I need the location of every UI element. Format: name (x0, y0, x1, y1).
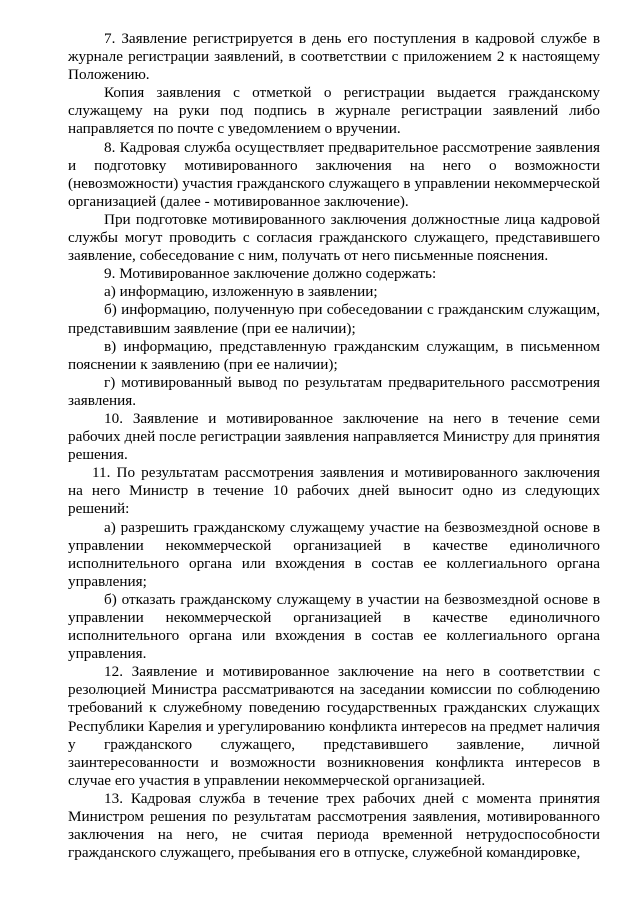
list-item-11b: б) отказать гражданскому служащему в участии на безвозмездной основе в управлении некоммерческой организацией в качестве единоличного исполнительного органа или вхождения в состав ее коллегиального органа управления. (68, 590, 600, 663)
paragraph-copy-registration: Копия заявления с отметкой о регистрации выдается гражданскому служащему на руки под подпись в журнале регистрации заявлений либо направляется по почте с уведомлением о вручении. (68, 84, 600, 138)
paragraph-9: 9. Мотивированное заключение должно содержать: (104, 265, 437, 283)
list-item-11a: а) разрешить гражданскому служащему участие на безвозмездной основе в управлении некоммерческой организацией в качестве единоличного исполнительного органа или вхождения в состав ее коллегиального органа управления; (68, 518, 600, 590)
list-item-9a: а) информацию, изложенную в заявлении; (104, 283, 378, 301)
paragraph-8: 8. Кадровая служба осуществляет предварительное рассмотрение заявления и подготовку мотивированного заключения на него о возможности (невозможности) участия гражданского служащего в управлении некоммерческой организацией (далее - мотивированное заключение). (68, 138, 600, 210)
paragraph-preparation: При подготовке мотивированного заключения должностные лица кадровой службы могут проводить с согласия гражданского служащего, представившего заявление, собеседование с ним, получать от него письменные пояснения. (68, 210, 600, 265)
paragraph-10: 10. Заявление и мотивированное заключение на него в течение семи рабочих дней после регистрации заявления направляется Министру для принятия решения. (68, 409, 600, 464)
paragraph-11: 11. По результатам рассмотрения заявления и мотивированного заключения на него Министр в течение 10 рабочих дней выносит одно из следующих решений: (68, 464, 600, 518)
list-item-9b: б) информацию, полученную при собеседовании с гражданским служащим, представившим заявление (при ее наличии); (68, 301, 600, 337)
list-item-9g: г) мотивированный вывод по результатам предварительного рассмотрения заявления. (68, 373, 600, 409)
list-item-9v: в) информацию, представленную гражданским служащим, в письменном пояснении к заявлению (при ее наличии); (68, 337, 600, 373)
document-page (68, 30, 600, 862)
paragraph-13: 13. Кадровая служба в течение трех рабочих дней с момента принятия Министром решения по результатам рассмотрения заявления, мотивированного заключения на него, не считая периода временной нетрудоспособности гражданского служащего, пребывания его в отпуске, служебной командировке, (68, 789, 600, 862)
paragraph-7: 7. Заявление регистрируется в день его поступления в кадровой службе в журнале регистрации заявлений, в соответствии с приложением 2 к настоящему Положению. (68, 30, 600, 84)
paragraph-12: 12. Заявление и мотивированное заключение на него в соответствии с резолюцией Министра рассматриваются на заседании комиссии по соблюдению требований к служебному поведению государственных гражданских служащих Республики Карелия и урегулированию конфликта интересов на предмет наличия у гражданского служащего, представившего заявление, личной заинтересованности и возможности возникновения конфликта интересов в случае его участия в управлении некоммерческой организацией. (68, 663, 600, 789)
